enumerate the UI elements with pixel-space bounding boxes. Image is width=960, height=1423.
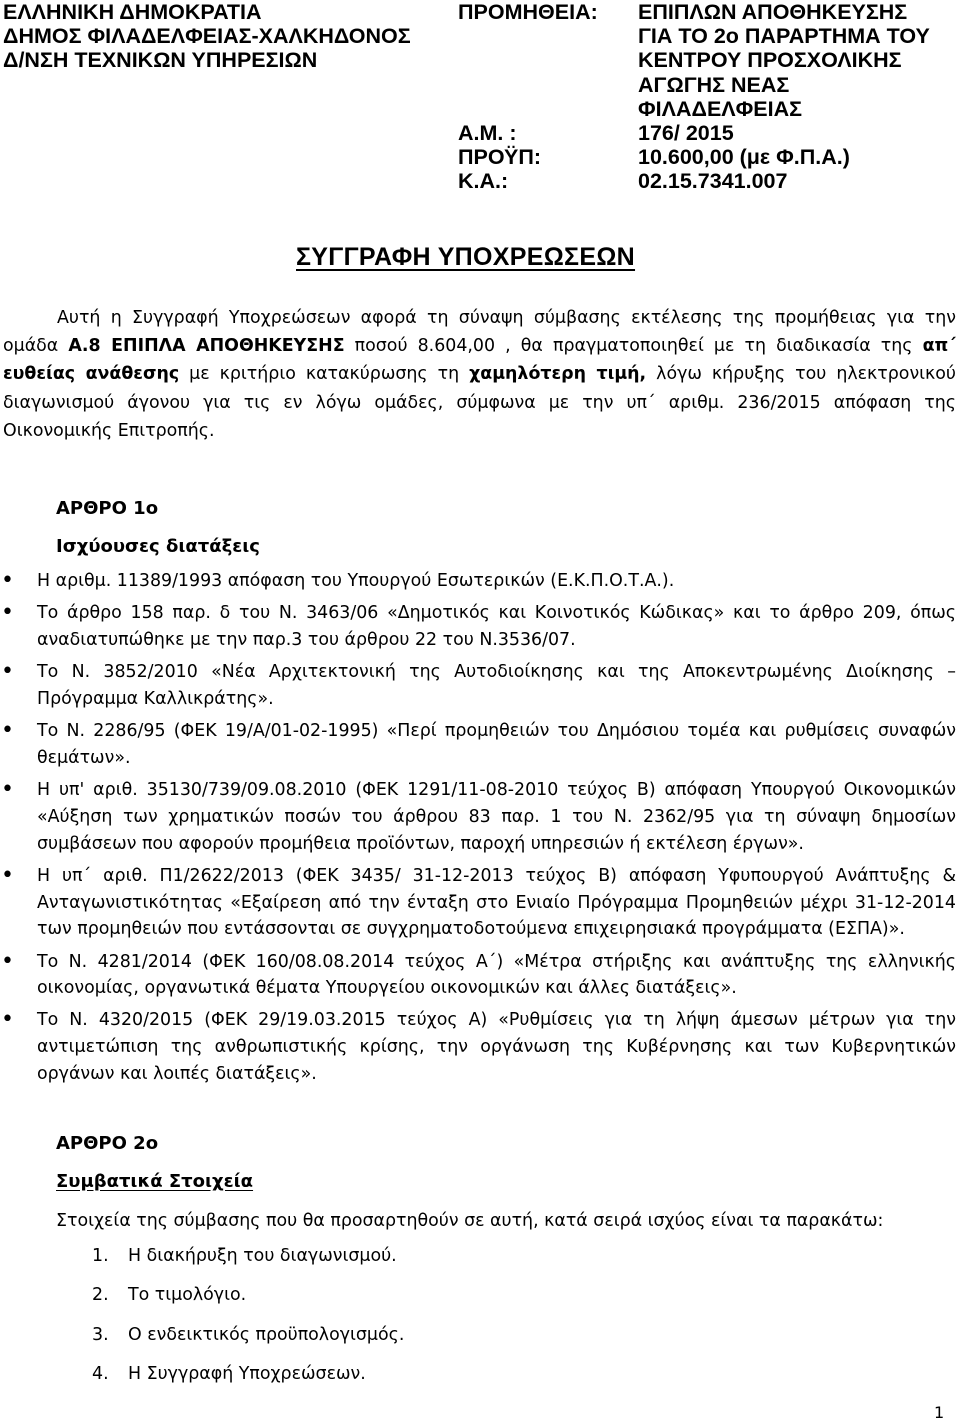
header-values [638,0,930,194]
list-item: • Το Ν. 4281/2014 (ΦΕΚ 160/08.08.2014 τεύχος Α΄) «Μέτρα στήριξης και ανάπτυξης της ελληνικής οικονομίας, οργανωτικά θέματα Υπουργείου οικονομικών και άλλες διατάξεις». [0,949,956,1002]
intro-paragraph [3,304,956,445]
ka-value: 02.15.7341.007 [638,169,788,194]
contract-elements-list [0,1244,404,1401]
procurement-label: ΠΡΟΜΗΘΕΙΑ: [458,0,598,24]
list-item: • Η υπ' αριθ. 35130/739/09.08.2010 (ΦΕΚ 1291/11-08-2010 τεύχος Β) απόφαση Υπουργού Οικονομικών «Αύξηση των χρηματικών ποσών του άρθρου 83 παρ. 1 του Ν. 2362/95 για τη σύναψη δημοσίων συμβάσεων που αφορούν προμήθεια προϊόντων, παροχή υπηρεσιών ή εκτέλεση έργων». [0,777,956,857]
list-item: • Το Ν. 4320/2015 (ΦΕΚ 29/19.03.2015 τεύχος Α) «Ρυθμίσεις για τη λήψη άμεσων μέτρων για την αντιμετώπιση της ανθρωπιστικής κρίσης, την οργάνωση της Κυβέρνησης και των Κυβερνητικών οργάνων και λοιπές διατάξεις». [0,1007,956,1087]
intro-text-4: λόγω κήρυξης του ηλεκτρονικού διαγωνισμού άγονου για τις εν λόγω ομάδες, σύμφωνα με την υπ΄ αριθμ. 236/2015 απόφαση της Οικονομικής Επιτροπής. [3,364,956,441]
budget-label: ΠΡΟΫΠ: [458,145,542,170]
list-item-number: 4. [92,1363,109,1384]
procurement-value-line-5: ΦΙΛΑΔΕΛΦΕΙΑΣ [638,96,803,121]
intro-text-3: με κριτήριο κατακύρωσης τη [179,364,470,385]
header-labels [458,0,598,194]
list-item-text: Το τιμολόγιο. [128,1285,247,1306]
issuer-line-1: ΕΛΛΗΝΙΚΗ ΔΗΜΟΚΡΑΤΙΑ [3,0,262,24]
provisions-list [0,568,956,1093]
list-item-number: 1. [92,1246,109,1266]
article-1-subheading: Ισχύουσες διατάξεις [56,536,260,557]
procurement-value-line-4: ΑΓΩΓΗΣ ΝΕΑΣ [638,72,790,97]
list-item: • Η αριθμ. 11389/1993 απόφαση του Υπουργού Εσωτερικών (Ε.Κ.Π.Ο.Τ.Α.). [0,568,956,595]
intro-bold-criterion: χαμηλότερη τιμή, [469,364,647,385]
list-item-text: Ο ενδεικτικός προϋπολογισμός. [128,1324,405,1345]
article-2-subheading: Συμβατικά Στοιχεία [56,1171,254,1192]
article-2-heading: ΑΡΘΡΟ 2ο [56,1133,159,1154]
intro-bold-procedure: απ΄ ευθείας ανάθεσης [3,336,956,385]
issuer-block [3,0,411,73]
intro-bold-group: Α.8 ΕΠΙΠΛΑ ΑΠΟΘΗΚΕΥΣΗΣ [68,336,345,357]
intro-text-1: Αυτή η Συγγραφή Υποχρεώσεων αφορά τη σύναψη σύμβασης εκτέλεσης της προμήθειας για την ομάδα [3,308,956,357]
ka-label: Κ.Α.: [458,169,509,194]
procurement-value-line-3: ΚΕΝΤΡΟΥ ΠΡΟΣΧΟΛΙΚΗΣ [638,48,902,73]
list-item-text: Η Συγγραφή Υποχρεώσεων. [128,1363,366,1384]
page-number: 1 [934,1403,945,1422]
list-item: • Το Ν. 3852/2010 «Νέα Αρχιτεκτονική της Αυτοδιοίκησης και της Αποκεντρωμένης Διοίκησης – Πρόγραμμα Καλλικράτης». [0,659,956,712]
list-item: • Το Ν. 2286/95 (ΦΕΚ 19/Α/01-02-1995) «Περί προμηθειών του Δημόσιου τομέα και ρυθμίσεις συναφών θεμάτων». [0,718,956,771]
article-1-heading: ΑΡΘΡΟ 1ο [56,498,159,519]
list-item-number: 3. [92,1324,109,1345]
procurement-value-line-2: ΓΙΑ ΤΟ 2ο ΠΑΡΑΡΤΗΜΑ ΤΟΥ [638,24,930,49]
list-item-text: Η διακήρυξη του διαγωνισμού. [128,1246,397,1266]
document-title: ΣΥΓΓΡΑΦΗ ΥΠΟΧΡΕΩΣΕΩΝ [296,243,636,271]
list-item: • Το άρθρο 158 παρ. δ του Ν. 3463/06 «Δημοτικός και Κοινοτικός Κώδικας» και το άρθρο 209, όπως αναδιατυπώθηκε με την παρ.3 του άρθρου 22 του Ν.3536/07. [0,600,956,653]
intro-text-2: ποσού 8.604,00 , θα πραγματοποιηθεί με τη διαδικασία της [344,336,923,357]
list-item [0,1362,404,1401]
am-label: Α.Μ. : [458,120,517,145]
issuer-line-3: Δ/ΝΣΗ ΤΕΧΝΙΚΩΝ ΥΠΗΡΕΣΙΩΝ [3,48,318,73]
list-item [0,1323,404,1362]
list-item [0,1244,404,1283]
list-item-number: 2. [92,1285,109,1306]
list-item [0,1283,404,1322]
procurement-value-line-1: ΕΠΙΠΛΩΝ ΑΠΟΘΗΚΕΥΣΗΣ [638,0,908,24]
issuer-line-2: ΔΗΜΟΣ ΦΙΛΑΔΕΛΦΕΙΑΣ-ΧΑΛΚΗΔΟΝΟΣ [3,24,411,49]
list-item: • Η υπ΄ αριθ. Π1/2622/2013 (ΦΕΚ 3435/ 31-12-2013 τεύχος Β) απόφαση Υφυπουργού Ανάπτυξης & Ανταγωνιστικότητας «Εξαίρεση από την ένταξη στο Ενιαίο Πρόγραμμα Προμηθειών μέχρι 31-12-2014 των προμηθειών που εντάσσονται σε συγχρηματοδοτούμενα επιχειρησιακά προγράμματα (ΕΣΠΑ)». [0,863,956,943]
budget-value: 10.600,00 (με Φ.Π.Α.) [638,145,850,170]
am-value: 176/ 2015 [638,120,734,145]
article-2-intro: Στοιχεία της σύμβασης που θα προσαρτηθούν σε αυτή, κατά σειρά ισχύος είναι τα παρακάτω: [56,1211,884,1231]
